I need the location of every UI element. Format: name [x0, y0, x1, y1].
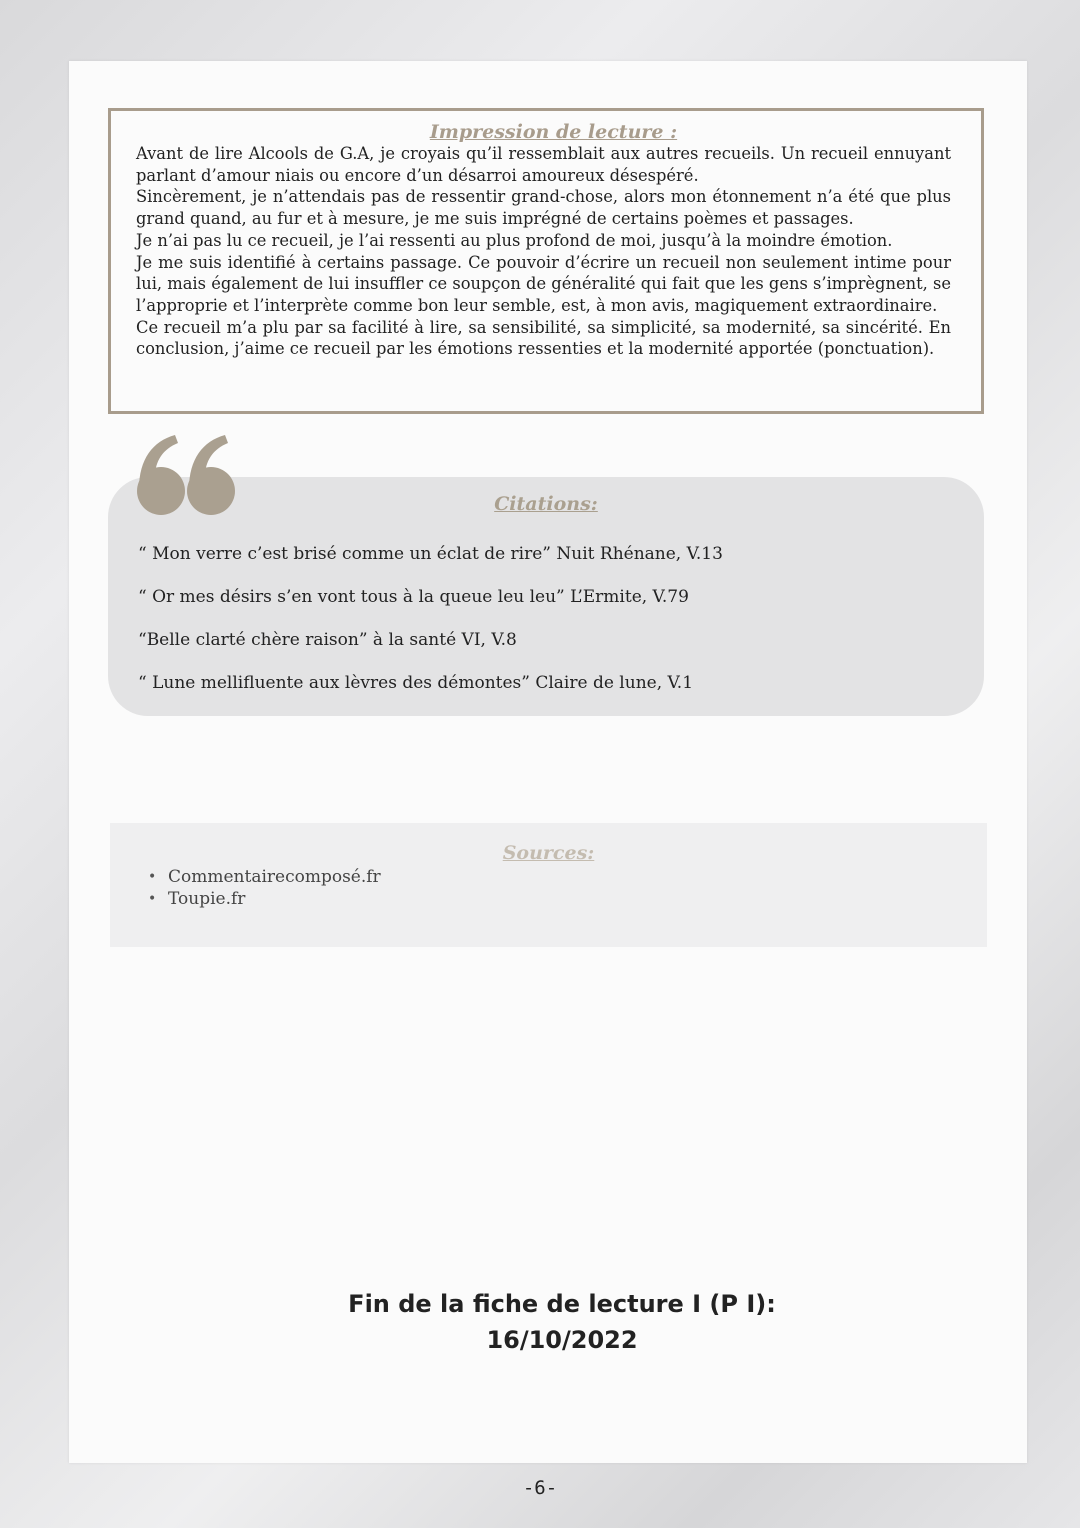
impression-paragraph: Avant de lire Alcools de G.A, je croyais qu’il ressemblait aux autres recueils. Un recueil ennuyant parlant d’amour niais ou encore d’un désarroi amoureux désespéré. [136, 144, 951, 185]
sources-box [110, 823, 987, 947]
source-text: Commentairecomposé.fr [168, 867, 381, 887]
impression-paragraph: Je me suis identifié à certains passage. Ce pouvoir d’écrire un recueil non seulement intime pour lui, mais également de lui insuffler ce soupçon de généralité qui fait que les gens s’imprègnent, se l’approprie et l’interprète comme bon leur semble, est, à mon avis, magiquement extraordinaire. [136, 252, 951, 315]
sources-list [148, 866, 381, 910]
impression-paragraph: Ce recueil m’a plu par sa facilité à lire, sa sensibilité, sa simplicité, sa modernité, sa sincérité. En conclusion, j’aime ce recueil par les émotions ressenties et la modernité apportée (ponctuation). [136, 317, 951, 359]
quote-mark-icon [137, 433, 237, 519]
document-page [69, 61, 1027, 1463]
citation-item: “ Lune mellifluente aux lèvres des démontes” Claire de lune, V.1 [138, 673, 694, 693]
impression-paragraph: Je n’ai pas lu ce recueil, je l’ai ressenti au plus profond de moi, jusqu’à la moindre émotion. [136, 230, 893, 250]
ending-date: 16/10/2022 [486, 1326, 638, 1354]
sources-title: Sources: [502, 842, 595, 864]
bullet-icon: • [148, 869, 157, 885]
impression-text [136, 143, 951, 360]
ending-line-1: Fin de la fiche de lecture I (P I): [348, 1290, 776, 1318]
impression-title: Impression de lecture : [429, 121, 678, 143]
citations-title: Citations: [494, 493, 598, 515]
citations-box [108, 477, 984, 716]
impression-paragraph: Sincèrement, je n’attendais pas de ressentir grand-chose, alors mon étonnement n’a été que plus grand quand, au fur et à mesure, je me suis imprégné de certains poèmes et passages. [136, 187, 951, 229]
citation-item: “ Mon verre c’est brisé comme un éclat de rire” Nuit Rhénane, V.13 [138, 544, 723, 564]
page-number: -6- [522, 1477, 558, 1499]
source-item [148, 888, 381, 910]
ending-block [0, 1286, 1080, 1358]
source-text: Toupie.fr [168, 889, 246, 909]
impression-box [108, 108, 984, 414]
citation-item: “ Or mes désirs s’en vont tous à la queue leu leu” L’Ermite, V.79 [138, 587, 689, 607]
citation-item: “Belle clarté chère raison” à la santé VI, V.8 [138, 630, 517, 650]
bullet-icon: • [148, 891, 157, 907]
source-item [148, 866, 381, 888]
